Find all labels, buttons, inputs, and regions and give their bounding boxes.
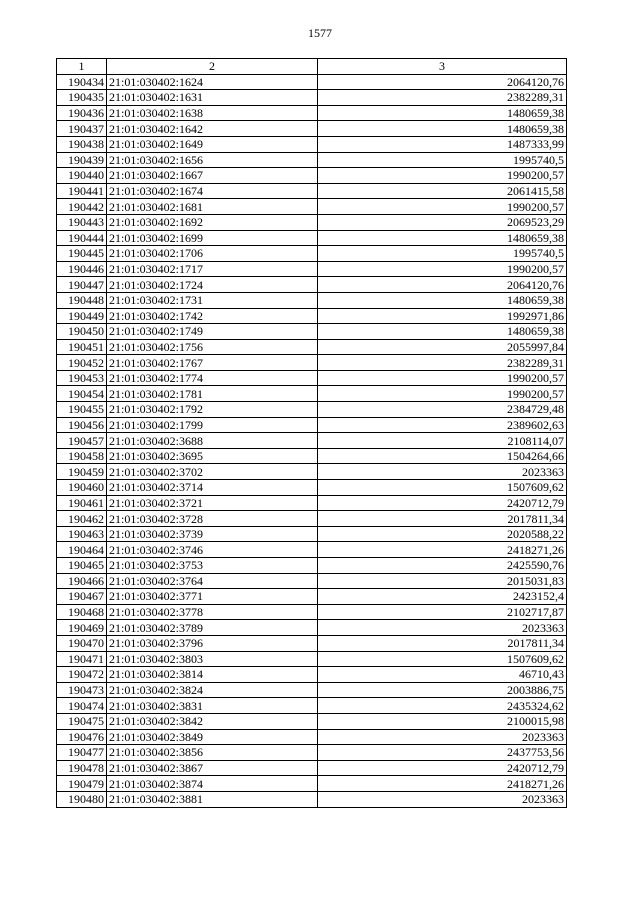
- cell-row-number: 190480: [57, 791, 107, 807]
- cell-cadastral-number: 21:01:030402:3721: [107, 495, 318, 511]
- cell-row-number: 190477: [57, 745, 107, 761]
- cell-cadastral-number: 21:01:030402:3796: [107, 635, 318, 651]
- cell-cadastral-value: 2023363: [318, 791, 567, 807]
- cell-cadastral-value: 2064120,76: [318, 74, 567, 90]
- table-row: [57, 339, 567, 355]
- cell-row-number: 190444: [57, 230, 107, 246]
- table-row: [57, 635, 567, 651]
- cell-cadastral-value: 1504264,66: [318, 448, 567, 464]
- cell-cadastral-value: 1480659,38: [318, 324, 567, 340]
- cell-cadastral-number: 21:01:030402:3803: [107, 651, 318, 667]
- cell-cadastral-number: 21:01:030402:3764: [107, 573, 318, 589]
- cell-cadastral-value: 1995740,5: [318, 152, 567, 168]
- table-row: [57, 230, 567, 246]
- cell-cadastral-number: 21:01:030402:3688: [107, 433, 318, 449]
- table-row: [57, 682, 567, 698]
- cell-cadastral-number: 21:01:030402:1638: [107, 105, 318, 121]
- cell-row-number: 190466: [57, 573, 107, 589]
- cell-cadastral-number: 21:01:030402:3702: [107, 464, 318, 480]
- cell-row-number: 190451: [57, 339, 107, 355]
- cell-cadastral-number: 21:01:030402:3874: [107, 776, 318, 792]
- cell-row-number: 190454: [57, 386, 107, 402]
- cell-cadastral-number: 21:01:030402:3849: [107, 729, 318, 745]
- cell-cadastral-value: 2420712,79: [318, 495, 567, 511]
- cell-row-number: 190467: [57, 589, 107, 605]
- table-row: [57, 292, 567, 308]
- cell-cadastral-value: 2384729,48: [318, 402, 567, 418]
- table-row: [57, 604, 567, 620]
- cell-cadastral-value: 1990200,57: [318, 168, 567, 184]
- cell-row-number: 190462: [57, 511, 107, 527]
- cell-cadastral-value: 46710,43: [318, 667, 567, 683]
- table-row: [57, 433, 567, 449]
- table-row: [57, 246, 567, 262]
- cell-row-number: 190465: [57, 558, 107, 574]
- cell-cadastral-value: 2023363: [318, 729, 567, 745]
- column-header-cadastral-number: 2: [107, 59, 318, 75]
- cell-cadastral-number: 21:01:030402:1674: [107, 183, 318, 199]
- cell-row-number: 190446: [57, 261, 107, 277]
- cell-row-number: 190474: [57, 698, 107, 714]
- cell-cadastral-number: 21:01:030402:1706: [107, 246, 318, 262]
- cell-cadastral-value: 1487333,99: [318, 136, 567, 152]
- cell-cadastral-value: 2389602,63: [318, 417, 567, 433]
- cell-cadastral-value: 1990200,57: [318, 199, 567, 215]
- cell-cadastral-value: 2069523,29: [318, 214, 567, 230]
- cell-cadastral-value: 1480659,38: [318, 292, 567, 308]
- cell-cadastral-value: 1480659,38: [318, 230, 567, 246]
- cell-cadastral-value: 2435324,62: [318, 698, 567, 714]
- cell-cadastral-value: 1990200,57: [318, 261, 567, 277]
- cell-row-number: 190459: [57, 464, 107, 480]
- table-row: [57, 760, 567, 776]
- cell-cadastral-number: 21:01:030402:1756: [107, 339, 318, 355]
- cell-cadastral-value: 2023363: [318, 464, 567, 480]
- cell-cadastral-number: 21:01:030402:1724: [107, 277, 318, 293]
- cell-row-number: 190479: [57, 776, 107, 792]
- cell-cadastral-value: 1995740,5: [318, 246, 567, 262]
- cell-cadastral-number: 21:01:030402:1799: [107, 417, 318, 433]
- table-row: [57, 495, 567, 511]
- table-row: [57, 199, 567, 215]
- cell-cadastral-number: 21:01:030402:1699: [107, 230, 318, 246]
- cell-cadastral-number: 21:01:030402:1742: [107, 308, 318, 324]
- cell-cadastral-number: 21:01:030402:1656: [107, 152, 318, 168]
- cell-cadastral-value: 2418271,26: [318, 776, 567, 792]
- table-row: [57, 745, 567, 761]
- table-body: [57, 74, 567, 807]
- table-row: [57, 277, 567, 293]
- table-header-row: [57, 59, 567, 75]
- cell-cadastral-value: 2425590,76: [318, 558, 567, 574]
- cell-cadastral-number: 21:01:030402:3814: [107, 667, 318, 683]
- cell-row-number: 190473: [57, 682, 107, 698]
- cell-row-number: 190464: [57, 542, 107, 558]
- cell-row-number: 190453: [57, 370, 107, 386]
- cell-row-number: 190458: [57, 448, 107, 464]
- table-row: [57, 729, 567, 745]
- cell-row-number: 190442: [57, 199, 107, 215]
- table-row: [57, 542, 567, 558]
- cell-row-number: 190469: [57, 620, 107, 636]
- table-row: [57, 480, 567, 496]
- table-row: [57, 589, 567, 605]
- cell-row-number: 190457: [57, 433, 107, 449]
- cell-cadastral-number: 21:01:030402:1767: [107, 355, 318, 371]
- cell-row-number: 190447: [57, 277, 107, 293]
- cell-cadastral-number: 21:01:030402:1667: [107, 168, 318, 184]
- cell-row-number: 190439: [57, 152, 107, 168]
- cell-cadastral-value: 1480659,38: [318, 121, 567, 137]
- cell-cadastral-number: 21:01:030402:1631: [107, 90, 318, 106]
- cell-cadastral-value: 2064120,76: [318, 277, 567, 293]
- table-row: [57, 791, 567, 807]
- table-row: [57, 90, 567, 106]
- cell-cadastral-value: 2020588,22: [318, 526, 567, 542]
- cell-row-number: 190448: [57, 292, 107, 308]
- cell-row-number: 190450: [57, 324, 107, 340]
- cell-cadastral-value: 2003886,75: [318, 682, 567, 698]
- cell-row-number: 190471: [57, 651, 107, 667]
- cell-cadastral-value: 2100015,98: [318, 713, 567, 729]
- cell-row-number: 190452: [57, 355, 107, 371]
- cell-row-number: 190475: [57, 713, 107, 729]
- column-header-value: 3: [318, 59, 567, 75]
- cell-cadastral-number: 21:01:030402:3728: [107, 511, 318, 527]
- cell-cadastral-number: 21:01:030402:3831: [107, 698, 318, 714]
- cell-cadastral-number: 21:01:030402:3714: [107, 480, 318, 496]
- table-row: [57, 558, 567, 574]
- cadastral-value-table: [56, 58, 567, 808]
- cell-row-number: 190443: [57, 214, 107, 230]
- cell-cadastral-value: 2102717,87: [318, 604, 567, 620]
- table-row: [57, 386, 567, 402]
- cell-cadastral-number: 21:01:030402:1649: [107, 136, 318, 152]
- cell-cadastral-number: 21:01:030402:3842: [107, 713, 318, 729]
- table-row: [57, 464, 567, 480]
- cell-row-number: 190449: [57, 308, 107, 324]
- cell-cadastral-value: 2423152,4: [318, 589, 567, 605]
- cell-cadastral-number: 21:01:030402:1624: [107, 74, 318, 90]
- cell-cadastral-value: 1992971,86: [318, 308, 567, 324]
- cell-cadastral-number: 21:01:030402:1731: [107, 292, 318, 308]
- cell-row-number: 190441: [57, 183, 107, 199]
- column-header-number: 1: [57, 59, 107, 75]
- cell-cadastral-value: 1990200,57: [318, 370, 567, 386]
- cell-cadastral-number: 21:01:030402:1681: [107, 199, 318, 215]
- cell-cadastral-number: 21:01:030402:3881: [107, 791, 318, 807]
- cell-row-number: 190434: [57, 74, 107, 90]
- cell-cadastral-value: 2017811,34: [318, 511, 567, 527]
- cell-row-number: 190438: [57, 136, 107, 152]
- cell-cadastral-number: 21:01:030402:1792: [107, 402, 318, 418]
- cell-cadastral-number: 21:01:030402:3739: [107, 526, 318, 542]
- table-row: [57, 448, 567, 464]
- cell-row-number: 190472: [57, 667, 107, 683]
- table-row: [57, 74, 567, 90]
- page-number: 1577: [308, 26, 332, 40]
- cell-row-number: 190440: [57, 168, 107, 184]
- table-row: [57, 168, 567, 184]
- cell-cadastral-value: 2017811,34: [318, 635, 567, 651]
- table-row: [57, 620, 567, 636]
- cell-cadastral-number: 21:01:030402:3824: [107, 682, 318, 698]
- table-row: [57, 308, 567, 324]
- table-row: [57, 355, 567, 371]
- cell-cadastral-number: 21:01:030402:3695: [107, 448, 318, 464]
- cell-cadastral-number: 21:01:030402:1692: [107, 214, 318, 230]
- cell-row-number: 190468: [57, 604, 107, 620]
- table-row: [57, 526, 567, 542]
- table-row: [57, 402, 567, 418]
- cell-row-number: 190456: [57, 417, 107, 433]
- cell-cadastral-value: 2418271,26: [318, 542, 567, 558]
- cell-cadastral-value: 1990200,57: [318, 386, 567, 402]
- table-row: [57, 121, 567, 137]
- cell-cadastral-value: 1480659,38: [318, 105, 567, 121]
- cell-cadastral-number: 21:01:030402:3746: [107, 542, 318, 558]
- table-row: [57, 667, 567, 683]
- table-row: [57, 511, 567, 527]
- table-row: [57, 370, 567, 386]
- cell-row-number: 190476: [57, 729, 107, 745]
- cell-cadastral-value: 2437753,56: [318, 745, 567, 761]
- cell-cadastral-value: 2382289,31: [318, 355, 567, 371]
- cell-cadastral-number: 21:01:030402:1642: [107, 121, 318, 137]
- cell-row-number: 190463: [57, 526, 107, 542]
- table-row: [57, 776, 567, 792]
- cell-row-number: 190470: [57, 635, 107, 651]
- table-row: [57, 651, 567, 667]
- cell-cadastral-value: 2023363: [318, 620, 567, 636]
- cell-cadastral-value: 2382289,31: [318, 90, 567, 106]
- table-row: [57, 261, 567, 277]
- cell-cadastral-number: 21:01:030402:1774: [107, 370, 318, 386]
- cell-cadastral-number: 21:01:030402:3867: [107, 760, 318, 776]
- cell-row-number: 190436: [57, 105, 107, 121]
- cell-cadastral-number: 21:01:030402:1717: [107, 261, 318, 277]
- table-row: [57, 183, 567, 199]
- cell-cadastral-number: 21:01:030402:3771: [107, 589, 318, 605]
- cell-cadastral-number: 21:01:030402:3789: [107, 620, 318, 636]
- table-row: [57, 417, 567, 433]
- cell-cadastral-value: 1507609,62: [318, 480, 567, 496]
- cell-cadastral-value: 2420712,79: [318, 760, 567, 776]
- cell-cadastral-value: 2015031,83: [318, 573, 567, 589]
- table-row: [57, 698, 567, 714]
- table-row: [57, 152, 567, 168]
- cell-cadastral-value: 2108114,07: [318, 433, 567, 449]
- table-row: [57, 105, 567, 121]
- cell-row-number: 190435: [57, 90, 107, 106]
- cell-row-number: 190455: [57, 402, 107, 418]
- cell-cadastral-value: 1507609,62: [318, 651, 567, 667]
- cell-cadastral-value: 2061415,58: [318, 183, 567, 199]
- cell-cadastral-number: 21:01:030402:3753: [107, 558, 318, 574]
- table-row: [57, 324, 567, 340]
- cell-row-number: 190478: [57, 760, 107, 776]
- table-row: [57, 214, 567, 230]
- cell-cadastral-number: 21:01:030402:3856: [107, 745, 318, 761]
- cell-cadastral-number: 21:01:030402:1781: [107, 386, 318, 402]
- cell-cadastral-number: 21:01:030402:1749: [107, 324, 318, 340]
- cell-row-number: 190445: [57, 246, 107, 262]
- table-row: [57, 573, 567, 589]
- cell-row-number: 190460: [57, 480, 107, 496]
- cell-row-number: 190437: [57, 121, 107, 137]
- table-row: [57, 136, 567, 152]
- cell-cadastral-value: 2055997,84: [318, 339, 567, 355]
- cell-row-number: 190461: [57, 495, 107, 511]
- table-row: [57, 713, 567, 729]
- cell-cadastral-number: 21:01:030402:3778: [107, 604, 318, 620]
